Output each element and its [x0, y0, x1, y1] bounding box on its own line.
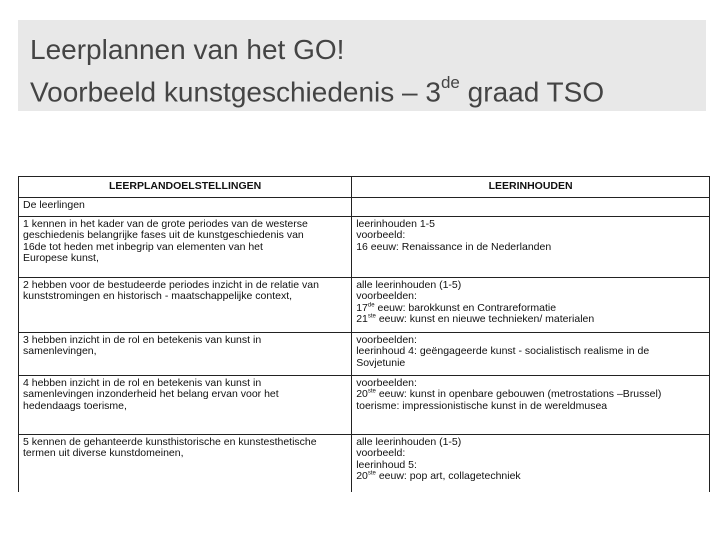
table-row — [19, 375, 710, 434]
cell-line: termen uit diverse kunstdomeinen, — [23, 447, 184, 459]
cell-line: 16 eeuw: Renaissance in de Nederlanden — [356, 240, 552, 253]
cell-line-superscript: ste — [367, 388, 376, 395]
cell-line-text: 20 — [356, 388, 368, 400]
cell-line — [356, 314, 705, 326]
cell-line: 1 kennen in het kader van de grote periodes van de westerse — [23, 217, 308, 230]
objective-cell — [19, 277, 352, 332]
cell-line: voorbeeld: — [356, 229, 406, 241]
cell-line-text: 21 — [356, 313, 368, 325]
cell-line-text: alle leerinhouden (1-5) — [356, 435, 462, 448]
cell-line-text: eeuw: pop art, collagetechniek — [375, 470, 521, 482]
cell-line: 2 hebben voor de bestudeerde periodes inzicht in de relatie van — [23, 278, 319, 291]
cell-line: leerinhouden 1-5 — [356, 217, 436, 230]
objective-cell — [19, 332, 352, 375]
content-cell — [352, 277, 710, 332]
content-cell — [352, 434, 710, 492]
header-leerinhouden: LEERINHOUDEN — [352, 177, 710, 198]
slide-title-box — [18, 20, 706, 111]
title-line-2-main: Voorbeeld kunstgeschiedenis – 3 — [30, 76, 441, 108]
cell-line-text: voorbeelden: — [356, 290, 417, 302]
cell-line: geschiedenis belangrijke fases uit de kunstgeschiedenis van — [23, 229, 304, 241]
cell-line-text: voorbeeld: — [356, 447, 406, 459]
curriculum-table — [18, 176, 710, 492]
cell-line: 3 hebben inzicht in de rol en betekenis van kunst in — [23, 333, 262, 346]
table-row — [19, 332, 710, 375]
objective-cell — [19, 375, 352, 434]
cell-line-text: 17 — [356, 301, 368, 314]
table-header-row — [19, 177, 710, 198]
cell-line-text: eeuw: kunst en nieuwe technieken/ materialen — [375, 313, 595, 325]
intro-cell: De leerlingen — [19, 197, 352, 216]
table-row — [19, 277, 710, 332]
cell-line-text: leerinhoud 5: — [356, 458, 417, 471]
table-row — [19, 216, 710, 277]
cell-line-text: eeuw: barokkunst en Contrareformatie — [374, 301, 557, 314]
cell-line-superscript: ste — [367, 470, 376, 477]
cell-line-text: 20 — [356, 470, 368, 482]
content-cell — [352, 332, 710, 375]
cell-line: voorbeelden: — [356, 333, 417, 346]
header-leerplandoelstellingen: LEERPLANDOELSTELLINGEN — [19, 177, 352, 198]
slide-title-line-1: Leerplannen van het GO! — [30, 34, 345, 65]
cell-line — [356, 437, 705, 449]
cell-line-superscript: de — [367, 302, 375, 308]
cell-line: Europese kunst, — [23, 252, 99, 264]
cell-line-text: toerisme: impressionistische kunst in de wereldmusea — [356, 399, 608, 412]
objective-cell — [19, 216, 352, 277]
objective-cell — [19, 434, 352, 492]
cell-line: 16de tot heden met inbegrip van elementen van het — [23, 240, 263, 253]
cell-line: samenlevingen, — [23, 345, 97, 357]
cell-line: kunststromingen en historisch - maatschappelijke context, — [23, 290, 293, 302]
table-intro-row — [19, 197, 710, 216]
cell-line: Sovjetunie — [356, 356, 406, 369]
title-line-2-end: graad TSO — [459, 76, 605, 108]
cell-line-text: eeuw: kunst in openbare gebouwen (metrostations –Brussel) — [375, 388, 662, 400]
cell-line-superscript: ste — [367, 313, 376, 320]
content-cell — [352, 216, 710, 277]
cell-line — [356, 401, 705, 413]
cell-line: leerinhoud 4: geëngageerde kunst - socialistisch realisme in de — [356, 345, 650, 357]
cell-line: samenlevingen inzonderheid het belang ervan voor het — [23, 388, 279, 400]
cell-line-text: voorbeelden: — [356, 376, 417, 389]
slide-title-line-2 — [30, 68, 706, 110]
intro-empty-cell — [352, 197, 710, 216]
title-line-2-superscript: de — [440, 73, 460, 92]
curriculum-document-excerpt — [18, 176, 712, 492]
cell-line — [356, 471, 705, 483]
content-cell — [352, 375, 710, 434]
cell-line: hedendaags toerisme, — [23, 399, 127, 412]
cell-line: 5 kennen de gehanteerde kunsthistorische en kunstesthetische — [23, 435, 317, 448]
cell-line-text: alle leerinhouden (1-5) — [356, 278, 462, 291]
table-row — [19, 434, 710, 492]
cell-line: 4 hebben inzicht in de rol en betekenis van kunst in — [23, 376, 262, 389]
